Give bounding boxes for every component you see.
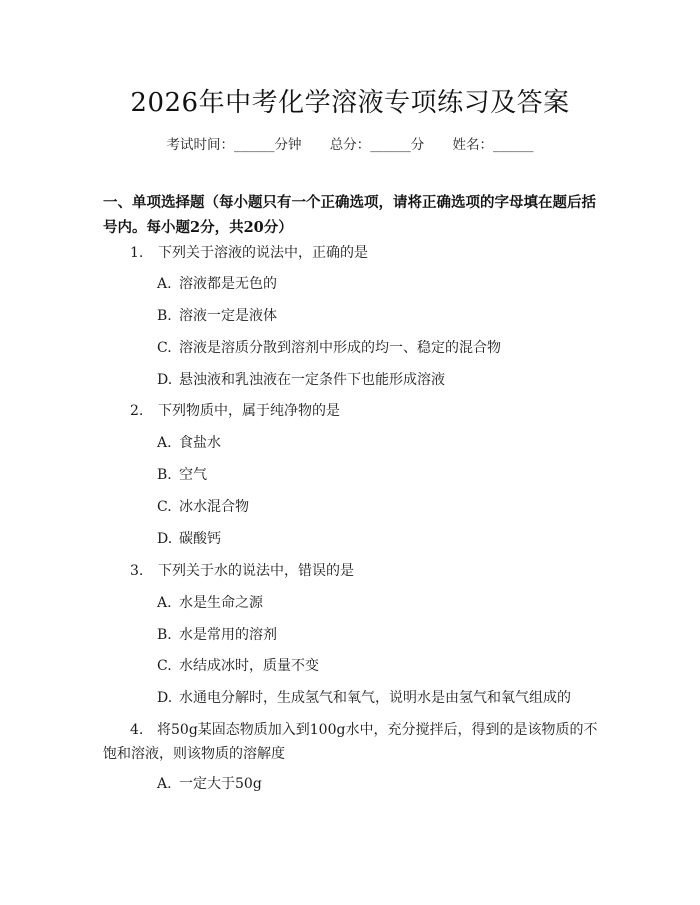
option-text: 冰水混合物 <box>179 499 249 515</box>
option-text: 碳酸钙 <box>179 531 221 547</box>
question-stem: 下列关于溶液的说法中，正确的是 <box>158 245 368 261</box>
option-letter: A. <box>157 276 172 292</box>
section-heading: 一、单项选择题（每小题只有一个正确选项，请将正确选项的字母填在题后括号内。每小题2分，共20分） <box>103 194 596 236</box>
option-letter: C. <box>157 658 172 674</box>
question-number: 2. <box>130 403 144 419</box>
option-3b <box>157 625 277 645</box>
option-text: 水结成冰时，质量不变 <box>179 658 319 674</box>
question-number: 1. <box>130 245 144 261</box>
option-1a <box>157 274 277 294</box>
option-1d <box>157 370 445 390</box>
option-4a <box>157 774 262 794</box>
question-3 <box>130 561 354 581</box>
option-2d <box>157 529 221 549</box>
option-3d <box>157 688 571 708</box>
document-title: 2026年中考化学溶液专项练习及答案 <box>130 88 570 118</box>
option-letter: B. <box>157 308 172 324</box>
option-text: 空气 <box>179 467 207 483</box>
option-2b <box>157 465 207 485</box>
option-text: 一定大于50g <box>179 776 262 792</box>
option-letter: B. <box>157 467 172 483</box>
question-number: 4. <box>130 722 144 738</box>
option-text: 水通电分解时，生成氢气和氧气，说明水是由氢气和氧气组成的 <box>179 690 571 706</box>
option-1c <box>157 338 501 358</box>
option-text: 溶液一定是液体 <box>179 308 277 324</box>
question-stem: 下列物质中，属于纯净物的是 <box>158 403 340 419</box>
exam-meta-line <box>0 133 700 153</box>
option-letter: A. <box>157 435 172 451</box>
option-letter: C. <box>157 499 172 515</box>
question-number: 3. <box>130 563 144 579</box>
option-letter: A. <box>157 595 172 611</box>
question-stem: 下列关于水的说法中，错误的是 <box>158 563 354 579</box>
option-text: 水是常用的溶剂 <box>179 627 277 643</box>
option-2c <box>157 497 249 517</box>
option-letter: D. <box>157 690 173 706</box>
option-2a <box>157 433 221 453</box>
option-text: 溶液是溶质分散到溶剂中形成的均一、稳定的混合物 <box>179 340 501 356</box>
question-stem: 将50g某固态物质加入到100g水中，充分搅拌后，得到的是该物质的不饱和溶液，则该物质的溶解度 <box>103 722 598 762</box>
exam-time-field: 考试时间：______分钟 <box>166 137 302 153</box>
option-letter: D. <box>157 531 173 547</box>
student-name-field: 姓名：______ <box>452 137 534 153</box>
total-score-field: 总分：______分 <box>329 137 425 153</box>
question-4 <box>103 718 598 766</box>
option-letter: A. <box>157 776 172 792</box>
option-text: 食盐水 <box>179 435 221 451</box>
question-2 <box>130 401 340 421</box>
option-1b <box>157 306 277 326</box>
option-letter: D. <box>157 372 173 388</box>
option-letter: C. <box>157 340 172 356</box>
option-letter: B. <box>157 627 172 643</box>
option-text: 水是生命之源 <box>179 595 263 611</box>
question-1 <box>130 243 368 263</box>
option-3c <box>157 656 319 676</box>
option-text: 溶液都是无色的 <box>179 276 277 292</box>
option-3a <box>157 593 263 613</box>
option-text: 悬浊液和乳浊液在一定条件下也能形成溶液 <box>179 372 445 388</box>
